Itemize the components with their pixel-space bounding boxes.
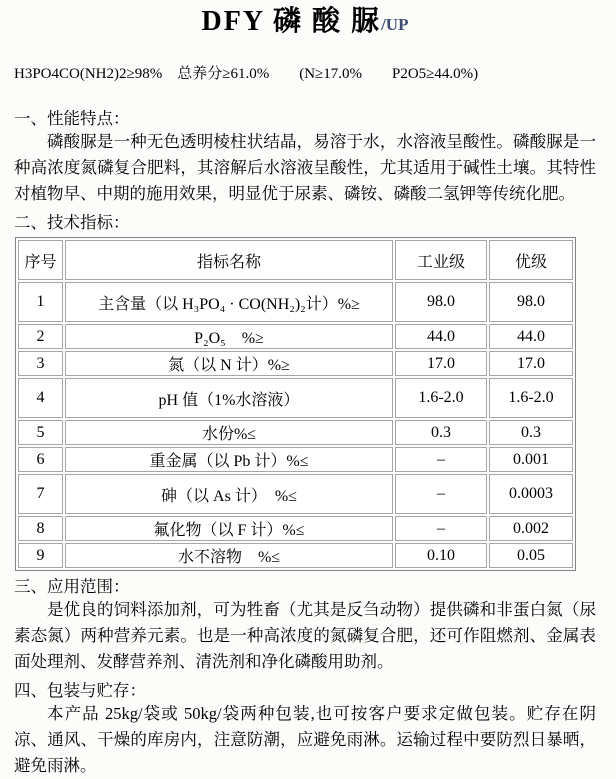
premium-grade-cell: 98.0 — [489, 282, 573, 322]
table-header-row — [18, 240, 573, 280]
table-row — [18, 378, 573, 418]
premium-grade-cell: 0.3 — [489, 420, 573, 445]
row-no-cell: 3 — [18, 351, 63, 376]
table-row — [18, 516, 573, 541]
premium-grade-cell: 17.0 — [489, 351, 573, 376]
premium-grade-cell: 1.6-2.0 — [489, 378, 573, 418]
section-body-application-scope: 是优良的饲料添加剂，可为牲畜（尤其是反刍动物）提供磷和非蛋白氮（尿素态氮）两种营养元素。也是一种高浓度的氮磷复合肥，还可作阻燃剂、金属表面处理剂、发酵营养剂、清洗剂和净化磷酸用助剂。 — [14, 600, 596, 671]
row-no-cell: 7 — [18, 474, 63, 514]
section-heading-technical-indicators: 二、技术指标： — [14, 213, 130, 232]
row-no-cell: 1 — [18, 282, 63, 322]
page-title-suffix: /UP — [381, 15, 409, 34]
indicator-name-cell: 砷（以 As 计） %≤ — [65, 474, 393, 514]
premium-grade-cell: 44.0 — [489, 324, 573, 349]
technical-indicators-table — [15, 237, 576, 571]
indicator-name-cell: pH 值（1%水溶液） — [65, 378, 393, 418]
indicator-name-cell: 重金属（以 Pb 计）%≤ — [65, 447, 393, 472]
industrial-grade-cell: – — [395, 447, 487, 472]
row-no-cell: 6 — [18, 447, 63, 472]
indicator-name-cell: P₂O₅ %≥ — [65, 324, 393, 349]
premium-grade-cell: 0.001 — [489, 447, 573, 472]
industrial-grade-cell: – — [395, 516, 487, 541]
page-title — [14, 4, 596, 43]
indicator-name-cell: 氮（以 N 计）%≥ — [65, 351, 393, 376]
section-heading-performance: 一、性能特点： — [14, 109, 130, 128]
industrial-grade-cell: 44.0 — [395, 324, 487, 349]
table-row — [18, 447, 573, 472]
industrial-grade-cell: 0.3 — [395, 420, 487, 445]
row-no-cell: 2 — [18, 324, 63, 349]
table-row — [18, 543, 573, 568]
header-cell-indicator-name: 指标名称 — [65, 240, 393, 280]
header-cell-premium-grade: 优级 — [489, 240, 573, 280]
table-row — [18, 324, 573, 349]
row-no-cell: 4 — [18, 378, 63, 418]
table-row — [18, 282, 573, 322]
industrial-grade-cell: 17.0 — [395, 351, 487, 376]
premium-grade-cell: 0.05 — [489, 543, 573, 568]
product-specs-line: H3PO4CO(NH2)2≥98% 总养分≥61.0% (N≥17.0% P2O5≥44.0%) — [14, 66, 479, 82]
table-row — [18, 420, 573, 445]
industrial-grade-cell: – — [395, 474, 487, 514]
table-row — [18, 351, 573, 376]
indicator-name-cell: 水份%≤ — [65, 420, 393, 445]
industrial-grade-cell: 98.0 — [395, 282, 487, 322]
row-no-cell: 9 — [18, 543, 63, 568]
section-body-performance: 磷酸脲是一种无色透明棱柱状结晶，易溶于水，水溶液呈酸性。磷酸脲是一种高浓度氮磷复合肥料，其溶解后水溶液呈酸性，尤其适用于碱性土壤。其特性对植物早、中期的施用效果，明显优于尿素、磷铵、磷酸二氢钾等传统化肥。 — [14, 132, 596, 203]
section-body-packaging-storage: 本产品 25kg/袋或 50kg/袋两种包装,也可按客户要求定做包装。贮存在阴凉、通风、干燥的库房内，注意防潮，应避免雨淋。运输过程中要防烈日暴晒，避免雨淋。 — [14, 704, 596, 775]
page-title-main: DFY 磷 酸 脲 — [201, 6, 382, 37]
indicator-name-cell: 氟化物（以 F 计）%≤ — [65, 516, 393, 541]
section-heading-packaging-storage: 四、包装与贮存： — [14, 681, 146, 700]
header-cell-serial-no: 序号 — [18, 240, 63, 280]
section-heading-application-scope: 三、应用范围： — [14, 577, 130, 596]
premium-grade-cell: 0.002 — [489, 516, 573, 541]
header-cell-industrial-grade: 工业级 — [395, 240, 487, 280]
table-row — [18, 474, 573, 514]
industrial-grade-cell: 0.10 — [395, 543, 487, 568]
industrial-grade-cell: 1.6-2.0 — [395, 378, 487, 418]
indicator-name-cell: 主含量（以 H₃PO₄ · CO(NH₂)₂计）%≥ — [65, 282, 393, 322]
row-no-cell: 5 — [18, 420, 63, 445]
indicator-name-cell: 水不溶物 %≤ — [65, 543, 393, 568]
row-no-cell: 8 — [18, 516, 63, 541]
premium-grade-cell: 0.0003 — [489, 474, 573, 514]
